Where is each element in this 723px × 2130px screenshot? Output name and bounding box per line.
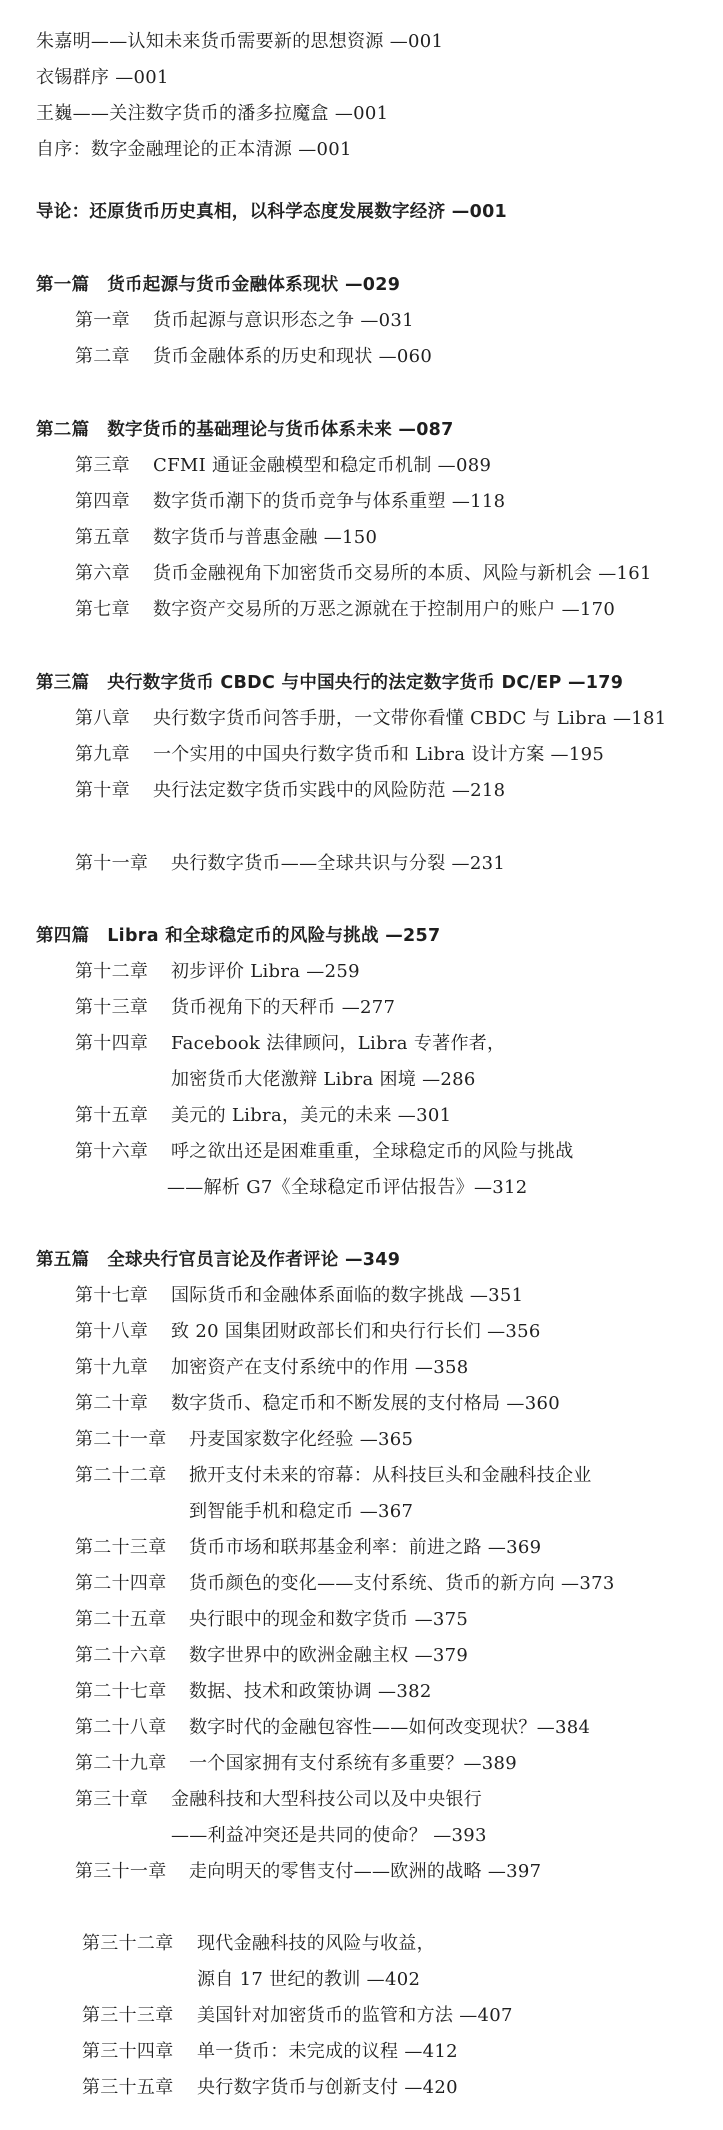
preface-entry[interactable]: 王巍——关注数字货币的潘多拉魔盒 —001 [36,103,389,124]
chapter-number: 第十五章 [75,1105,149,1126]
chapter-number: 第三章 [75,455,130,476]
chapter-title: 单一货币：未完成的议程 —412 [197,2041,458,2062]
chapter-number: 第二十五章 [75,1609,167,1630]
chapter-number: 第十八章 [75,1321,149,1342]
chapter-title: Facebook 法律顾问，Libra 专著作者， [171,1033,506,1054]
chapter-entry[interactable] [75,1356,469,1380]
chapter-entry[interactable] [75,1104,452,1128]
chapter-title: 货币颜色的变化——支付系统、货币的新方向 —373 [189,1573,615,1594]
chapter-number: 第十一章 [75,853,149,874]
chapter-title: 金融科技和大型科技公司以及中央银行 [171,1789,483,1810]
chapter-number: 第十三章 [75,997,149,1018]
chapter-entry[interactable] [75,1716,591,1740]
chapter-number: 第二十二章 [75,1465,167,1486]
intro-entry[interactable]: 导论：还原货币历史真相，以科学态度发展数字经济 —001 [36,202,508,222]
chapter-number: 第三十章 [75,1789,149,1810]
chapter-title: 数字货币、稳定币和不断发展的支付格局 —360 [171,1393,560,1414]
chapter-entry[interactable] [75,1320,541,1344]
chapter-title: 货币金融体系的历史和现状 —060 [153,346,433,367]
chapter-number: 第二十七章 [75,1681,167,1702]
chapter-entry[interactable] [75,1140,574,1164]
chapter-entry[interactable] [75,1428,414,1452]
chapter-title: 数字世界中的欧洲金融主权 —379 [189,1645,469,1666]
chapter-title: 数字时代的金融包容性——如何改变现状？—384 [189,1717,591,1738]
chapter-entry[interactable] [82,1932,435,1956]
chapter-number: 第二章 [75,346,130,367]
chapter-entry[interactable] [82,2040,458,2064]
chapter-entry[interactable] [75,1284,524,1308]
chapter-title: 数字货币潮下的货币竞争与体系重塑 —118 [153,491,506,512]
chapter-title-continuation: 加密货币大佬激辩 Libra 困境 —286 [171,1069,476,1090]
part-title[interactable]: 第三篇 央行数字货币 CBDC 与中国央行的法定数字货币 DC/EP —179 [36,673,624,693]
chapter-number: 第二十八章 [75,1717,167,1738]
chapter-title: 美国针对加密货币的监管和方法 —407 [197,2005,513,2026]
chapter-entry[interactable] [75,1680,432,1704]
chapter-title: 现代金融科技的风险与收益， [197,1933,435,1954]
chapter-title: 一个国家拥有支付系统有多重要？—389 [189,1753,518,1774]
chapter-title: 货币起源与意识形态之争 —031 [153,310,414,331]
part-title[interactable]: 第五篇 全球央行官员言论及作者评论 —349 [36,1250,401,1270]
chapter-title: 央行数字货币问答手册，一文带你看懂 CBDC 与 Libra —181 [153,708,667,729]
chapter-number: 第四章 [75,491,130,512]
chapter-entry[interactable] [75,1644,469,1668]
chapter-entry[interactable] [75,598,616,622]
chapter-entry[interactable] [75,1572,615,1596]
part-title[interactable]: 第四篇 Libra 和全球稳定币的风险与挑战 —257 [36,926,441,946]
chapter-number: 第十四章 [75,1033,149,1054]
chapter-number: 第三十一章 [75,1861,167,1882]
chapter-title: 央行眼中的现金和数字货币 —375 [189,1609,469,1630]
chapter-title: 货币市场和联邦基金利率：前进之路 —369 [189,1537,542,1558]
chapter-title: 数字资产交易所的万恶之源就在于控制用户的账户 —170 [153,599,616,620]
chapter-number: 第二十章 [75,1393,149,1414]
chapter-title-continuation: 源自 17 世纪的教训 —402 [197,1969,421,1990]
chapter-number: 第十六章 [75,1141,149,1162]
chapter-number: 第二十三章 [75,1537,167,1558]
chapter-entry[interactable] [75,1788,483,1812]
preface-entry[interactable]: 衣锡群序 —001 [36,67,169,88]
chapter-number: 第十九章 [75,1357,149,1378]
chapter-entry[interactable] [75,996,396,1020]
chapter-title: 央行数字货币与创新支付 —420 [197,2077,458,2098]
chapter-title: 初步评价 Libra —259 [171,961,360,982]
chapter-title: 美元的 Libra，美元的未来 —301 [171,1105,452,1126]
chapter-number: 第三十五章 [82,2077,174,2098]
preface-entry[interactable]: 朱嘉明——认知未来货币需要新的思想资源 —001 [36,31,444,52]
chapter-number: 第二十四章 [75,1573,167,1594]
chapter-title: 呼之欲出还是困难重重，全球稳定币的风险与挑战 [171,1141,574,1162]
chapter-entry[interactable] [75,1752,518,1776]
preface-entry[interactable]: 自序：数字金融理论的正本清源 —001 [36,139,352,160]
chapter-number: 第二十六章 [75,1645,167,1666]
chapter-title-continuation: ——利益冲突还是共同的使命？ —393 [171,1825,487,1846]
chapter-title: 致 20 国集团财政部长们和央行行长们 —356 [171,1321,541,1342]
chapter-title: 数据、技术和政策协调 —382 [189,1681,432,1702]
chapter-number: 第十章 [75,780,130,801]
chapter-number: 第十七章 [75,1285,149,1306]
chapter-number: 第八章 [75,708,130,729]
chapter-number: 第三十二章 [82,1933,174,1954]
part-title[interactable]: 第一篇 货币起源与货币金融体系现状 —029 [36,275,401,295]
chapter-number: 第十二章 [75,961,149,982]
chapter-entry[interactable] [82,2076,458,2100]
chapter-entry[interactable] [75,1860,542,1884]
chapter-entry[interactable] [75,1464,592,1488]
part-title[interactable]: 第二篇 数字货币的基础理论与货币体系未来 —087 [36,420,454,440]
chapter-title: 数字货币与普惠金融 —150 [153,527,378,548]
chapter-entry[interactable] [75,779,506,803]
chapter-entry[interactable] [75,562,652,586]
chapter-title-continuation: ——解析 G7《全球稳定币评估报告》—312 [167,1177,528,1198]
chapter-number: 第三十三章 [82,2005,174,2026]
chapter-title: 一个实用的中国央行数字货币和 Libra 设计方案 —195 [153,744,605,765]
chapter-title: 央行数字货币——全球共识与分裂 —231 [171,853,506,874]
chapter-title: 加密资产在支付系统中的作用 —358 [171,1357,469,1378]
chapter-entry[interactable] [75,707,667,731]
chapter-title: 掀开支付未来的帘幕：从科技巨头和金融科技企业 [189,1465,592,1486]
chapter-number: 第二十一章 [75,1429,167,1450]
chapter-entry[interactable] [75,1536,542,1560]
chapter-number: 第二十九章 [75,1753,167,1774]
chapter-number: 第一章 [75,310,130,331]
chapter-entry[interactable] [75,960,360,984]
chapter-entry[interactable] [75,526,378,550]
chapter-title: 丹麦国家数字化经验 —365 [189,1429,414,1450]
chapter-entry[interactable] [75,743,605,767]
chapter-number: 第五章 [75,527,130,548]
chapter-number: 第三十四章 [82,2041,174,2062]
chapter-number: 第九章 [75,744,130,765]
chapter-entry[interactable] [75,309,414,333]
chapter-number: 第六章 [75,563,130,584]
chapter-entry[interactable] [75,852,506,876]
chapter-entry[interactable] [75,1392,560,1416]
chapter-title: 央行法定数字货币实践中的风险防范 —218 [153,780,506,801]
chapter-entry[interactable] [82,2004,513,2028]
chapter-number: 第七章 [75,599,130,620]
chapter-title: 货币金融视角下加密货币交易所的本质、风险与新机会 —161 [153,563,652,584]
chapter-title-continuation: 到智能手机和稳定币 —367 [189,1501,414,1522]
chapter-entry[interactable] [75,1032,506,1056]
chapter-title: 走向明天的零售支付——欧洲的战略 —397 [189,1861,542,1882]
chapter-entry[interactable] [75,1608,469,1632]
chapter-entry[interactable] [75,490,506,514]
chapter-title: CFMI 通证金融模型和稳定币机制 —089 [153,455,492,476]
chapter-title: 货币视角下的天秤币 —277 [171,997,396,1018]
chapter-entry[interactable] [75,454,492,478]
chapter-title: 国际货币和金融体系面临的数字挑战 —351 [171,1285,524,1306]
chapter-entry[interactable] [75,345,433,369]
